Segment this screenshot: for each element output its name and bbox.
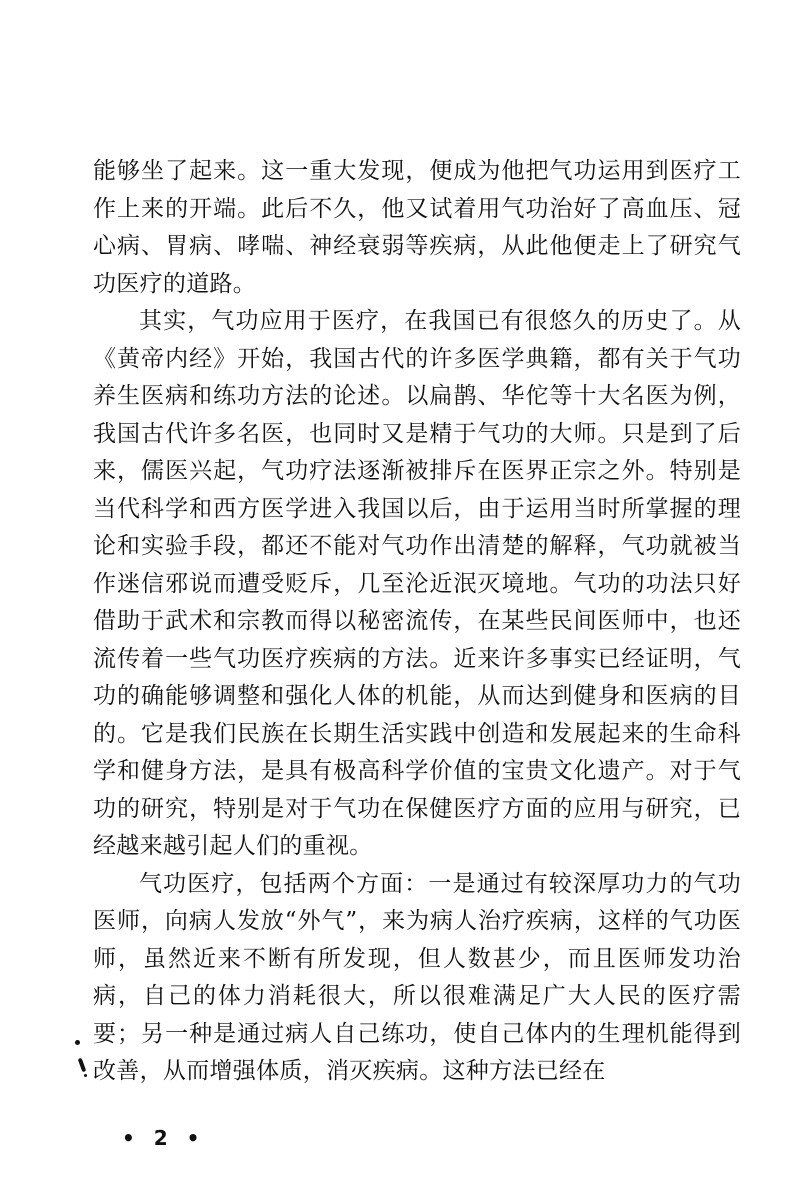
paragraph-1: 能够坐了起来。这一重大发现，便成为他把气功运用到医疗工作上来的开端。此后不久，他又试着用气功治好了高血压、冠心病、胃病、哮喘、神经衰弱等疾病，从此他便走上了研究气功医疗的道路。 — [93, 158, 741, 297]
margin-speck — [75, 1040, 80, 1045]
page-number: • 2 • — [122, 1126, 206, 1150]
paragraph-2: 其实，气功应用于医疗，在我国已有很悠久的历史了。从《黄帝内经》开始，我国古代的许多医学典籍，都有关于气功养生医病和练功方法的论述。以扁鹊、华佗等十大名医为例，我国古代许多名医，也同时又是精于气功的大师。只是到了后来，儒医兴起，气功疗法逐渐被排斥在医界正宗之外。特别是当代科学和西方医学进入我国以后，由于运用当时所掌握的理论和实验手段，都还不能对气功作出清楚的解释，气功就被当作迷信邪说而遭受贬斥，几至沦近泯灭境地。气功的功法只好借助于武术和宗教而得以秘密流传，在某些民间医师中，也还流传着一些气功医疗疾病的方法。近来许多事实已经证明，气功的确能够调整和强化人体的机能，从而达到健身和医病的目的。它是我们民族在长期生活实践中创造和发展起来的生命科学和健身方法，是具有极高科学价值的宝贵文化遗产。对于气功的研究，特别是对于气功在保健医疗方面的应用与研究，已经越来越引起人们的重视。 — [93, 308, 741, 859]
margin-speck — [78, 1058, 87, 1073]
paragraph-3: 气功医疗，包括两个方面：一是通过有较深厚功力的气功医师，向病人发放“外气”，来为病人治疗疾病，这样的气功医师，虽然近来不断有所发现，但人数甚少，而且医师发功治病，自己的体力消耗很大，所以很难满足广大人民的医疗需要；另一种是通过病人自己练功，使自己体内的生理机能得到改善，从而增强体质，消灭疾病。这种方法已经在 — [93, 870, 741, 1084]
body-text — [93, 153, 741, 1091]
margin-speck — [84, 1074, 87, 1077]
